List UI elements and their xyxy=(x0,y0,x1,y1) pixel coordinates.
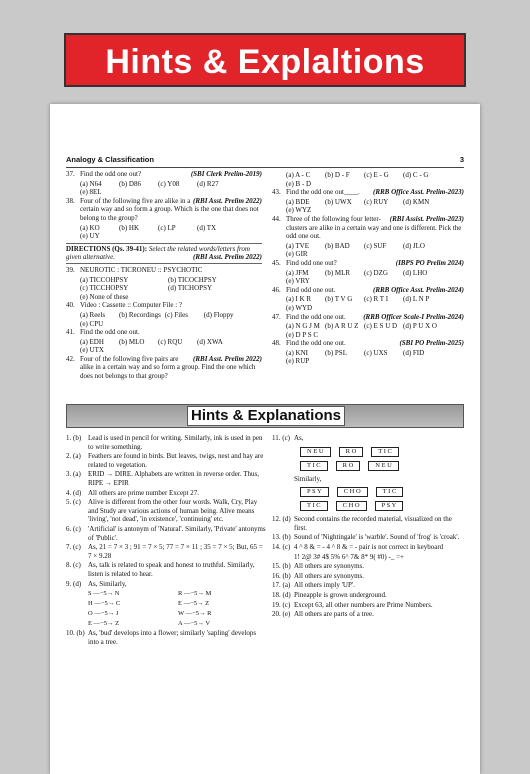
hint-text: Lead is used in pencil for writing. Similarly, ink is used in pen to write something. xyxy=(88,434,263,451)
exam-source: (RRB Office Asst. Prelim-2023) xyxy=(373,188,464,197)
box-row xyxy=(300,501,464,511)
option: (c) SUF xyxy=(364,241,387,250)
option: (b) D86 xyxy=(119,179,141,188)
hint-number: 9. (d) xyxy=(66,579,82,588)
letter-box: R O xyxy=(336,461,361,471)
hint-number: 15. (b) xyxy=(272,562,291,571)
hint-text: 'Artificial' is antonym of 'Natural'. Similarly, 'Private' antonyms of 'Public'. xyxy=(88,524,266,542)
question-item xyxy=(66,170,262,179)
exam-source: (RRB Office Asst. Prelim-2024) xyxy=(373,285,464,294)
hint-text: All others are parts of a tree. xyxy=(294,610,374,619)
mapping-row: W —−5→ R xyxy=(178,610,212,618)
hint-text: Feathers are found in birds. But leaves, twigs, nest and hay are related to vegetation. xyxy=(88,452,264,469)
option: (a) Reels xyxy=(80,310,106,319)
option: (c) DZG xyxy=(364,268,388,277)
section-title: Analogy & Classification xyxy=(66,155,154,164)
question-text: Find the odd one out. xyxy=(286,312,346,321)
option: (b) UWX xyxy=(325,197,352,206)
hint-item xyxy=(272,572,464,581)
option: (b) A R U Z xyxy=(325,322,359,331)
mapping-row: H —−5→ C xyxy=(88,600,121,608)
hint-number: 10. (b) xyxy=(66,629,85,638)
hint-number: 19. (c) xyxy=(272,600,291,609)
question-number: 38. xyxy=(66,196,75,205)
option: (b) BAD xyxy=(325,241,350,250)
question-item xyxy=(66,301,262,310)
answer-options xyxy=(272,322,464,339)
option: (d) LHO xyxy=(403,268,428,277)
exam-source: (SBI PO Prelim-2025) xyxy=(399,339,464,348)
option: (b) T V G xyxy=(325,295,353,304)
hint-text: Sound of 'Nightingale' is 'warble'. Sound of 'frog' is 'croak'. xyxy=(294,533,460,542)
question-number: 37. xyxy=(66,170,75,178)
hint-item xyxy=(66,452,266,469)
option: (c) RQU xyxy=(158,337,183,346)
question-item xyxy=(272,188,464,197)
option: (b) MLO xyxy=(119,337,145,346)
hint-item xyxy=(272,515,464,532)
exam-source: (RBI Asst. Prelim 2022) xyxy=(193,196,262,205)
letter-box: T I C xyxy=(300,461,328,471)
hint-number: 11. (c) xyxy=(272,434,291,442)
hint-item xyxy=(66,580,266,589)
option: (e) UTX xyxy=(80,346,104,355)
question-text: Video : Cassette :: Computer File : ? xyxy=(80,301,183,310)
question-item xyxy=(66,266,262,275)
option: (a) TICCOHPSY xyxy=(80,275,129,284)
hint-number: 14. (c) xyxy=(272,542,291,551)
answer-options xyxy=(66,224,262,241)
option: (e) WYD xyxy=(286,303,313,312)
hint-number: 20. (e) xyxy=(272,610,291,619)
option: (c) LP xyxy=(158,223,176,232)
right-question-column xyxy=(272,170,464,366)
option: (d) TX xyxy=(197,223,217,232)
answer-options xyxy=(272,242,464,259)
exam-source: (RBI Asst. Prelim 2022) xyxy=(193,253,262,262)
directions-block xyxy=(66,243,262,264)
hint-text: As, 'bud' develops into a flower; similarly 'sapling' develops into a tree. xyxy=(88,629,257,646)
question-text: Find odd one out. xyxy=(286,285,336,294)
exam-source: (IBPS PO Prelim 2024) xyxy=(395,258,464,267)
hint-text: As, Similarly, xyxy=(88,579,127,588)
option: (a) N64 xyxy=(80,179,102,188)
hint-number: 16. (b) xyxy=(272,571,291,580)
hint-item xyxy=(66,470,266,487)
letter-box: T I C xyxy=(371,447,399,457)
question-number: 40. xyxy=(66,301,75,310)
hint-text: Second contains the recorded material, visualized on the first. xyxy=(294,515,452,532)
hint-number: 12. (d) xyxy=(272,515,291,524)
exam-source: (RBI Assist. Prelim-2023) xyxy=(389,214,464,223)
hint-text: Pineapple is grown underground. xyxy=(294,590,387,599)
question-item xyxy=(66,328,262,337)
hint-number: 6. (c) xyxy=(66,524,81,533)
mapping-row: R —−5→ M xyxy=(178,590,212,598)
hint-text: All others are prime number Except 27. xyxy=(88,488,199,497)
hint-text: ERID → DIRE. Alphabets are written in reverse order. Thus, RIPE → EPIR xyxy=(88,470,259,487)
option: (e) UY xyxy=(80,232,100,241)
hint-number: 3. (a) xyxy=(66,470,81,479)
question-text: Find the odd one out____. xyxy=(286,188,360,197)
question-text: Three of the following four letter-clusters are alike in a certain way and one is different. Pick the odd one out. xyxy=(286,214,462,241)
question-number: 44. xyxy=(272,214,281,223)
option: (b) Recordings xyxy=(119,310,161,319)
option: (a) JFM xyxy=(286,268,309,277)
option: (c) Files xyxy=(164,310,188,319)
question-item xyxy=(272,313,464,322)
answer-options xyxy=(272,269,464,286)
option: (e) 8EL xyxy=(80,188,102,197)
hint-text: As, 21 = 7 × 3 ; 91 = 7 × 5; 77 = 7 × 11 ; 35 = 7 × 5; But, 65 = 7 × 9.28 xyxy=(88,543,263,560)
option: (b) TICOCHPSY xyxy=(168,275,217,284)
hint-item xyxy=(272,562,464,571)
mapping-row: O —−5→ J xyxy=(88,610,119,618)
answer-options xyxy=(272,349,464,366)
question-item xyxy=(66,355,262,381)
hint-number: 1. (b) xyxy=(66,434,82,442)
answer-options xyxy=(272,295,464,312)
answer-options xyxy=(66,338,262,355)
answer-options xyxy=(66,180,262,197)
option: (c) RUY xyxy=(364,197,389,206)
question-text: Find odd one out? xyxy=(286,258,337,267)
option: (d) JLO xyxy=(403,241,425,250)
question-number: 46. xyxy=(272,285,281,294)
page-header xyxy=(66,155,464,168)
question-text: Four of the following five are alike in a certain way and so form a group. Which is the one that does not belong to the group? xyxy=(80,196,259,222)
hint-text: As, xyxy=(294,434,304,442)
option: (e) D P S C xyxy=(286,330,319,339)
letter-mapping xyxy=(66,589,266,629)
answer-options xyxy=(66,276,262,302)
hint-text: All others imply 'UP'. xyxy=(294,581,355,590)
hint-item xyxy=(272,543,464,552)
option: (d) XWA xyxy=(197,337,223,346)
hint-item xyxy=(66,434,266,451)
option: (a) N G J M xyxy=(286,322,320,331)
exam-source: (RBI Asst. Prelim 2022) xyxy=(193,354,262,363)
option: (c) TICCHOPSY xyxy=(80,284,129,293)
banner-title: Hints & Explaltions xyxy=(64,33,466,87)
question-number: 47. xyxy=(272,312,281,321)
question-number: 48. xyxy=(272,339,281,348)
option: (e) WYZ xyxy=(286,206,312,215)
option: (a) A - C xyxy=(286,171,311,179)
option: (d) L N P xyxy=(403,295,430,304)
option: (d) Floppy xyxy=(203,310,234,319)
hint-text: All others are synonyms. xyxy=(294,571,364,580)
hint-text: All others are synonyms. xyxy=(294,562,364,571)
letter-box: N E U xyxy=(368,461,399,471)
exam-source: (RRB Officer Scale-I Prelim-2024) xyxy=(363,312,464,321)
hint-item xyxy=(66,561,266,578)
hint-text: 1! 2@ 3# 4$ 5% 6^ 7& 8* 9( #0) -_ =+ xyxy=(294,552,404,561)
question-text: Find the odd one out? xyxy=(80,170,142,178)
option: (a) I K R xyxy=(286,295,312,304)
directions-text: Select the related words/letters from given alternative. xyxy=(66,244,250,262)
box-row xyxy=(300,447,464,457)
letter-box: C H O xyxy=(336,501,367,511)
hint-item xyxy=(66,629,266,646)
option: (d) C - G xyxy=(403,171,429,179)
option: (b) D - F xyxy=(325,171,350,179)
hints-heading: Hints & Explanations xyxy=(187,406,345,426)
option: (c) E - G xyxy=(364,171,389,179)
hint-item xyxy=(66,543,266,560)
question-number: 42. xyxy=(66,354,75,363)
option: (b) HK xyxy=(119,223,140,232)
hint-number: 4. (d) xyxy=(66,488,82,497)
exam-source: (SBI Clerk Prelim-2019) xyxy=(190,170,262,178)
option: (e) B - D xyxy=(286,179,312,188)
question-text: Find the odd one out. xyxy=(286,339,346,348)
book-page xyxy=(50,104,480,774)
hint-item xyxy=(272,434,464,443)
option: (e) CPU xyxy=(80,319,104,328)
directions-label: DIRECTIONS (Qs. 39-41): xyxy=(66,244,149,253)
mapping-row: E —−5→ Z xyxy=(178,600,210,608)
hints-left-column xyxy=(66,434,266,647)
option: (c) Y08 xyxy=(158,179,180,188)
hint-item xyxy=(272,553,464,562)
similarly-label: Similarly, xyxy=(294,474,322,483)
option: (e) GIR xyxy=(286,250,308,259)
option: (a) KNI xyxy=(286,348,308,357)
hint-text: As, talk is related to speak and honest to truthful. Similarly, listen is related to hear. xyxy=(88,561,255,578)
hint-number: 2. (a) xyxy=(66,452,81,461)
question-number: 39. xyxy=(66,265,75,274)
question-item xyxy=(272,259,464,268)
question-item xyxy=(272,215,464,241)
option: (e) VRY xyxy=(286,277,310,286)
hint-item xyxy=(272,533,464,542)
question-number: 43. xyxy=(272,188,281,197)
mapping-row: E —−5→ Z xyxy=(88,620,120,628)
question-number: 45. xyxy=(272,258,281,267)
option: (e) RUP xyxy=(286,357,310,366)
mapping-right xyxy=(178,589,238,629)
hint-item xyxy=(66,489,266,498)
letter-box: T I C xyxy=(300,501,328,511)
hint-item xyxy=(272,601,464,610)
hint-number: 13. (b) xyxy=(272,533,291,542)
option: (d) TICHOPSY xyxy=(168,284,213,293)
hint-item xyxy=(66,525,266,542)
question-text: NEUROTIC : TICRONEU :: PSYCHOTIC xyxy=(80,265,203,274)
option: (d) FID xyxy=(403,348,425,357)
box-row xyxy=(300,487,464,497)
option: (c) UXS xyxy=(364,348,388,357)
question-number: 41. xyxy=(66,328,75,337)
question-item xyxy=(272,339,464,348)
hints-heading-bar xyxy=(66,404,464,428)
option: (e) None of these xyxy=(80,292,129,301)
hint-item xyxy=(272,581,464,590)
letter-box: R O xyxy=(339,447,364,457)
mapping-row: A —−5→ V xyxy=(178,620,211,628)
box-row xyxy=(300,461,464,471)
hint-number: 18. (d) xyxy=(272,590,291,599)
answer-options xyxy=(272,171,464,188)
hint-number: 5. (c) xyxy=(66,498,81,507)
hint-item xyxy=(66,498,266,524)
hint-text: Alive is different from the other four words. Walk, Cry, Play and Study are various actions of human being. Alive means 'living', 'not dead', 'in existence', 'continuing' etc. xyxy=(88,498,258,524)
option: (a) BDE xyxy=(286,197,310,206)
answer-options xyxy=(272,198,464,215)
hint-item xyxy=(272,610,464,619)
question-text: Find the odd one out. xyxy=(80,328,140,337)
option: (d) P U X O xyxy=(403,322,437,331)
option: (a) TVE xyxy=(286,241,309,250)
option: (b) PSL xyxy=(325,348,347,357)
hint-number: 7. (c) xyxy=(66,543,81,552)
hint-text: 4 ^ 8 & = - 4 ^ 8 & = - pair is not correct in keyboard xyxy=(294,542,444,551)
option: (d) R27 xyxy=(197,179,219,188)
left-question-column xyxy=(66,170,262,382)
option: (a) KO xyxy=(80,223,100,232)
mapping-left xyxy=(88,589,148,629)
letter-box: P S Y xyxy=(375,501,404,511)
option: (a) EDH xyxy=(80,337,104,346)
hint-number: 8. (c) xyxy=(66,561,81,570)
option: (d) KMN xyxy=(403,197,430,206)
answer-options xyxy=(66,311,262,328)
hint-text: Except 63, all other numbers are Prime Numbers. xyxy=(294,600,433,609)
hint-item xyxy=(272,591,464,600)
option: (b) MLR xyxy=(325,268,351,277)
question-item xyxy=(272,286,464,295)
option: (c) R T I xyxy=(364,295,389,304)
question-item xyxy=(66,197,262,223)
option: (c) E S U D xyxy=(364,322,398,331)
letter-box: C H O xyxy=(337,487,368,497)
letter-box: N E U xyxy=(300,447,331,457)
letter-box: T I C xyxy=(376,487,404,497)
mapping-row: S —−5→ N xyxy=(88,590,120,598)
hints-right-column xyxy=(272,434,464,620)
letter-box: P S Y xyxy=(300,487,329,497)
question-text: Four of the following five pairs are alike in a certain way and so form a group. Find the one which does not belongs to that group? xyxy=(80,354,256,381)
hint-number: 17. (a) xyxy=(272,581,291,590)
page-number: 3 xyxy=(459,155,464,164)
